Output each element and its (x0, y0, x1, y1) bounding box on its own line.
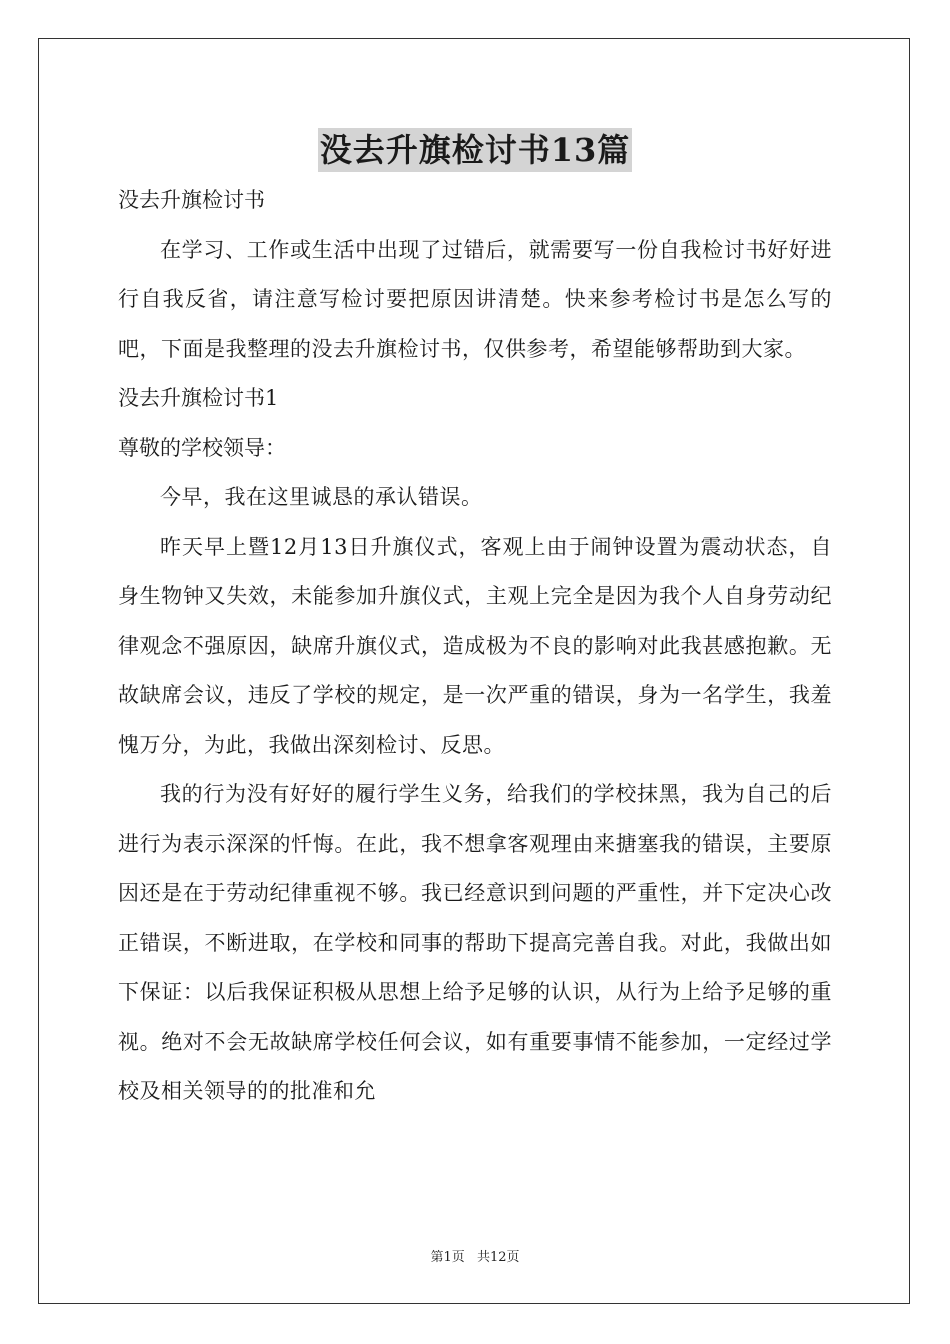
subtitle: 没去升旗检讨书 (118, 188, 265, 212)
title-container (0, 128, 950, 172)
body-paragraph-3: 我的行为没有好好的履行学生义务，给我们的学校抹黑，我为自己的后进行为表示深深的忏悔。在此，我不想拿客观理由来搪塞我的错误，主要原因还是在于劳动纪律重视不够。我已经意识到问题的严重性，并下定决心改正错误，不断进取，在学校和同事的帮助下提高完善自我。对此，我做出如下保证：以后我保证积极从思想上给予足够的认识，从行为上给予足够的重视。绝对不会无故缺席学校任何会议，如有重要事情不能参加，一定经过学校及相关领导的的批准和允 (118, 782, 832, 1103)
page-footer (0, 1248, 950, 1268)
body-paragraph-1: 今早，我在这里诚恳的承认错误。 (160, 485, 483, 509)
document-body (118, 176, 832, 1117)
intro-paragraph: 在学习、工作或生活中出现了过错后，就需要写一份自我检讨书好好进行自我反省，请注意写检讨要把原因讲清楚。快来参考检讨书是怎么写的吧，下面是我整理的没去升旗检讨书，仅供参考，希望能够帮助到大家。 (118, 237, 832, 361)
page-number: 第1页 (430, 1250, 465, 1265)
section-heading: 没去升旗检讨书1 (118, 386, 279, 410)
page-total: 共12页 (476, 1250, 520, 1265)
body-paragraph-2: 昨天早上暨12月13日升旗仪式，客观上由于闹钟设置为震动状态，自身生物钟又失效，未能参加升旗仪式，主观上完全是因为我个人自身劳动纪律观念不强原因，缺席升旗仪式，造成极为不良的影响对此我甚感抱歉。无故缺席会议，违反了学校的规定，是一次严重的错误，身为一名学生，我羞愧万分，为此，我做出深刻检讨、反思。 (118, 534, 832, 757)
document-title: 没去升旗检讨书13篇 (318, 128, 633, 172)
salutation: 尊敬的学校领导： (118, 435, 286, 460)
